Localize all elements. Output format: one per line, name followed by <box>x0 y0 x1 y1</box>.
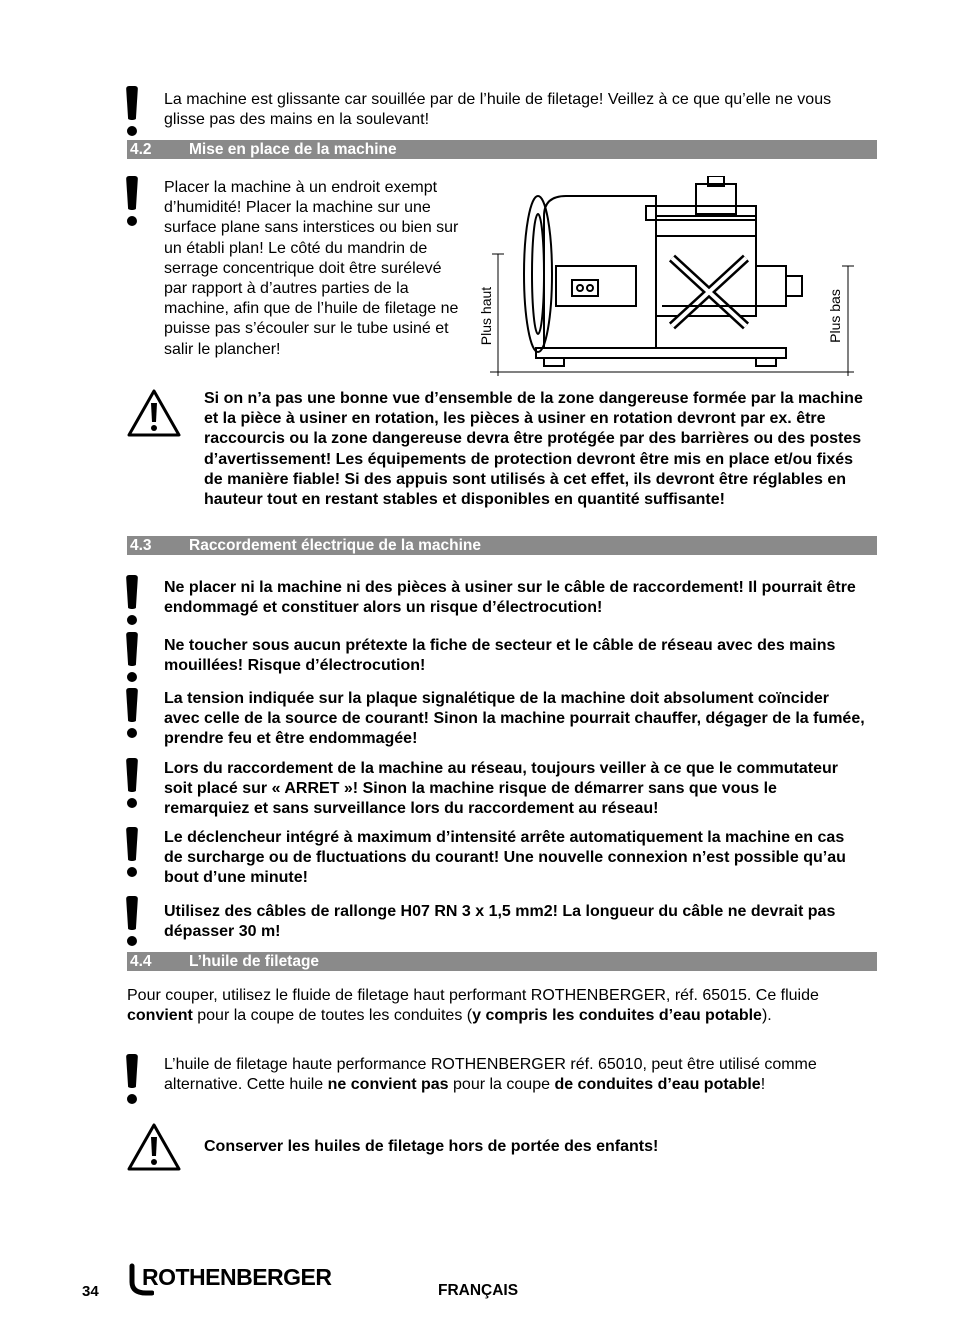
oil-text: pour la coupe <box>448 1076 555 1094</box>
brand-name: ROTHENBERGER <box>142 1264 332 1290</box>
oil-text: pour la coupe de toutes les conduites ( <box>192 1007 473 1025</box>
language-label: FRANÇAIS <box>438 1282 519 1299</box>
electrical-warning-1: Ne placer ni la machine ni des pièces à usiner sur le câble de raccordement! Il pourrait être endommagé et constituer alors un risque d’électrocution! <box>164 579 856 617</box>
page-number: 34 <box>82 1283 99 1300</box>
children-warning: Conserver les huiles de filetage hors de portée des enfants! <box>204 1138 659 1155</box>
section-header-4-3 <box>127 536 877 555</box>
machine-figure <box>476 176 856 382</box>
warning-triangle-icon <box>126 388 182 438</box>
oil-text: ! <box>760 1076 766 1094</box>
electrical-warning-6: Utilisez des câbles de rallonge H07 RN 3 x 1,5 mm2! La longueur du câble ne devrait pas dépasser 30 m! <box>164 903 836 941</box>
oil-text: Pour couper, utilisez le fluide de filetage haut performant ROTHENBERGER, réf. 65015. Ce fluide <box>127 987 819 1004</box>
oil-emphasis: convient <box>127 1007 193 1025</box>
oil-paragraph-2 <box>164 1055 846 1095</box>
oil-paragraph-1 <box>127 986 839 1026</box>
oil-emphasis: y compris les conduites d’eau potable <box>472 1007 762 1025</box>
electrical-warning-2: Ne toucher sous aucun prétexte la fiche de secteur et le câble de réseau avec des mains mouillées! Risque d’électrocution! <box>164 637 836 675</box>
warning-triangle-icon <box>126 1122 182 1172</box>
placement-instructions: Placer la machine à un endroit exempt d’humidité! Placer la machine sur une surface plane sans interstices ou bien sur un établi plan! Le côté du mandrin de serrage concentrique doit être surélevé par rapport à d’autres parties de la machine, afin que de l’huile de filetage ne puisse pas s’écouler sur le tube usiné et salir le plancher! <box>164 179 459 358</box>
section-header-4-4 <box>127 952 877 971</box>
electrical-warning-4: Lors du raccordement de la machine au réseau, toujours veiller à ce que le commutateur soit placé sur « ARRET »! Sinon la machine risque de démarrer sans que vous le remarquiez et sans surveillance lors du raccordement au réseau! <box>164 760 838 818</box>
section-number: 4.2 <box>130 141 152 158</box>
oil-text: ). <box>761 1007 772 1025</box>
electrical-warning-5: Le déclencheur intégré à maximum d’intensité arrête automatiquement la machine en cas de surcharge ou de fluctuations du courant! Une nouvelle connexion n’est possible qu’au bout d’une minute! <box>164 829 846 887</box>
threading-machine-drawing <box>476 176 856 382</box>
oil-emphasis: ne convient pas <box>327 1076 449 1094</box>
right-height-label: Plus bas <box>827 289 843 343</box>
section-title: L’huile de filetage <box>189 953 320 970</box>
electrical-warning-3: La tension indiquée sur la plaque signalétique de la machine doit absolument coïncider avec celle de la source de courant! Sinon la machine pourrait chauffer, dégager de la fumée, prendre feu et être endommagée! <box>164 690 865 748</box>
section-header-4-2 <box>127 140 877 159</box>
danger-zone-warning: Si on n’a pas une bonne vue d’ensemble de la zone dangereuse formée par la machine et la pièce à usiner en rotation, les pièces à usiner en rotation devront par ex. être raccourcis ou la zone dangereuse devra être protégée par des barrières ou des postes d’avertissement! Les équipements de protection devront être mis en place et/ou fixés de manière fiable! Si des appuis sont utilisés à cet effet, ils devront être réglables en hauteur tout en restant stables et disponibles en quantité suffisante! <box>204 390 863 509</box>
section-number: 4.3 <box>130 537 152 554</box>
slippery-warning: La machine est glissante car souillée par de l’huile de filetage! Veillez à ce que qu’elle ne vous glisse pas des mains en la soulevant! <box>164 91 832 129</box>
section-title: Raccordement électrique de la machine <box>189 537 482 554</box>
left-height-label: Plus haut <box>478 286 494 346</box>
oil-text: L’huile de filetage haute performance ROTHENBERGER réf. 65010, peut être utilisé comme alternative. Cette huile <box>164 1056 817 1094</box>
oil-emphasis: de conduites d’eau potable <box>554 1076 761 1094</box>
section-number: 4.4 <box>130 953 152 970</box>
section-title: Mise en place de la machine <box>189 141 397 158</box>
brand-logo <box>124 1262 364 1298</box>
